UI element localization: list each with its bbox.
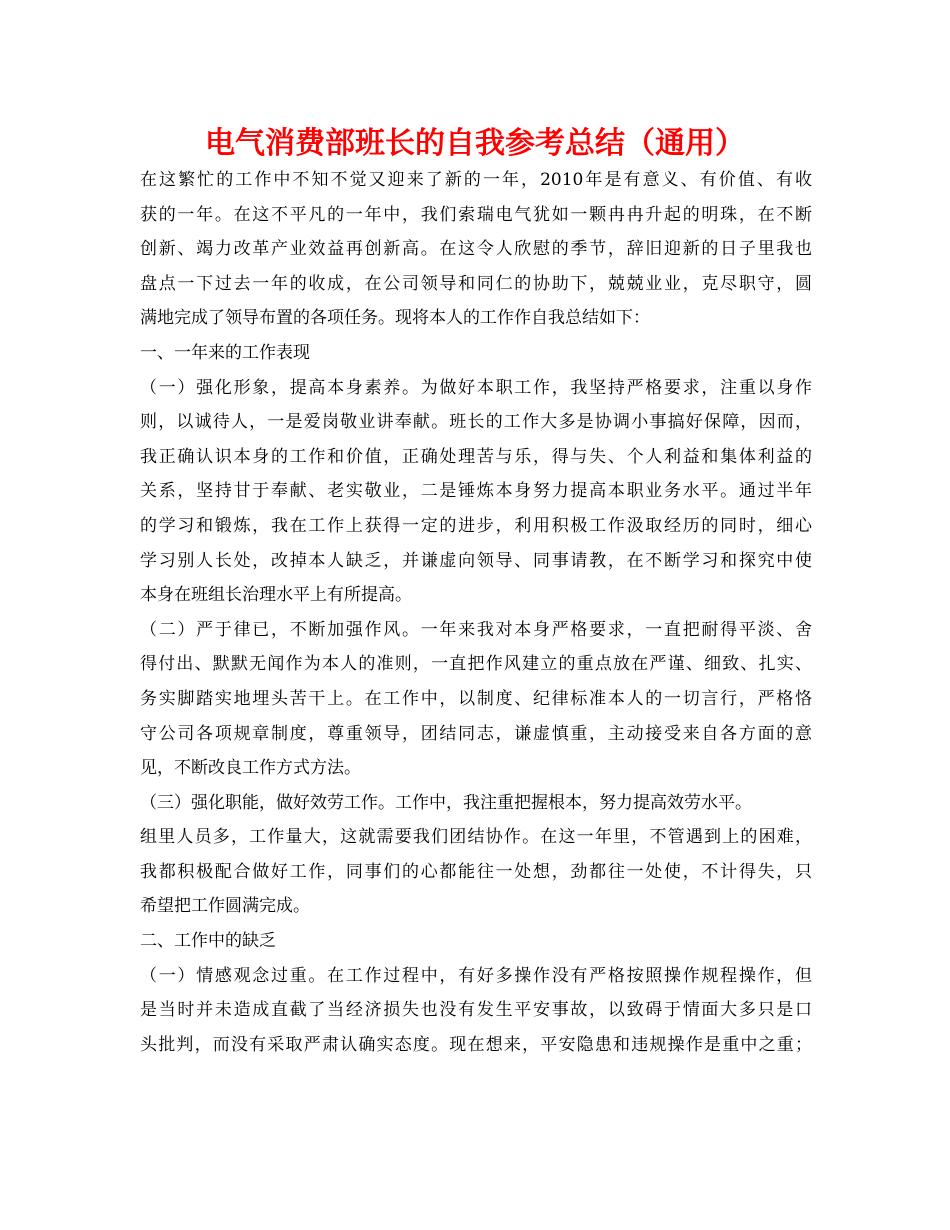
body-line: 创新、竭力改革产业效益再创新高。在这令人欣慰的季节，辞旧迎新的日子里我也 [140,239,812,260]
body-line: 我都积极配合做好工作，同事们的心都能往一处想，劲都往一处使，不计得失，只 [140,861,812,882]
document-title: 电气消费部班长的自我参考总结（通用） [205,126,745,161]
body-line: 见，不断改良工作方式方法。 [140,758,361,779]
body-line: 则，以诚待人，一是爱岗敬业讲奉献。班长的工作大多是协调小事搞好保障，因而， [140,412,812,433]
body-line: 的学习和锻炼，我在工作上获得一定的进步，利用积极工作汲取经历的同时，细心 [140,515,812,536]
body-line: 一、一年来的工作表现 [140,342,310,363]
body-line: 务实脚踏实地埋头苦干上。在工作中，以制度、纪律标准本人的一切言行，严格恪 [140,688,812,709]
body-line: 得付出、默默无闻作为本人的准则，一直把作风建立的重点放在严谨、细致、扎实、 [140,654,812,675]
body-line: 二、工作中的缺乏 [140,931,276,952]
body-line: 学习别人长处，改掉本人缺乏，并谦虚向领导、同事请教，在不断学习和探究中使 [140,550,812,571]
body-line: 组里人员多，工作量大，这就需要我们团结协作。在这一年里，不管遇到上的困难， [140,827,812,848]
body-line: （一）情感观念过重。在工作过程中，有好多操作没有严格按照操作规程操作，但 [140,965,812,986]
body-line: 守公司各项规章制度，尊重领导，团结同志，谦虚慎重，主动接受来自各方面的意 [140,723,812,744]
body-line: （一）强化形象，提高本身素养。为做好本职工作，我坚持严格要求，注重以身作 [140,377,812,398]
body-line: 在这繁忙的工作中不知不觉又迎来了新的一年，2010年是有意义、有价值、有收 [140,170,812,190]
body-line: 获的一年。在这不平凡的一年中，我们索瑞电气犹如一颗冉冉升起的明珠，在不断 [140,204,812,225]
body-line: 盘点一下过去一年的收成，在公司领导和同仁的协助下，兢兢业业，克尽职守，圆 [140,273,812,294]
body-line: 本身在班组长治理水平上有所提高。 [140,585,412,606]
body-line: 是当时并未造成直截了当经济损失也没有发生平安事故，以致碍于情面大多只是口 [140,1000,812,1021]
body-line: （二）严于律已，不断加强作风。一年来我对本身严格要求，一直把耐得平淡、舍 [140,619,812,640]
document-body [140,163,812,1062]
body-line: （三）强化职能，做好效劳工作。工作中，我注重把握根本，努力提高效劳水平。 [140,792,752,813]
body-line: 关系，坚持甘于奉献、老实敬业，二是锤炼本身努力提高本职业务水平。通过半年 [140,481,812,502]
body-line: 希望把工作圆满完成。 [140,896,310,917]
body-line: 满地完成了领导布置的各项任务。现将本人的工作作自我总结如下： [140,308,650,329]
body-line: 我正确认识本身的工作和价值，正确处理苦与乐，得与失、个人利益和集体利益的 [140,446,812,467]
body-line: 头批判，而没有采取严肃认确实态度。现在想来，平安隐患和违规操作是重中之重； [140,1034,812,1055]
